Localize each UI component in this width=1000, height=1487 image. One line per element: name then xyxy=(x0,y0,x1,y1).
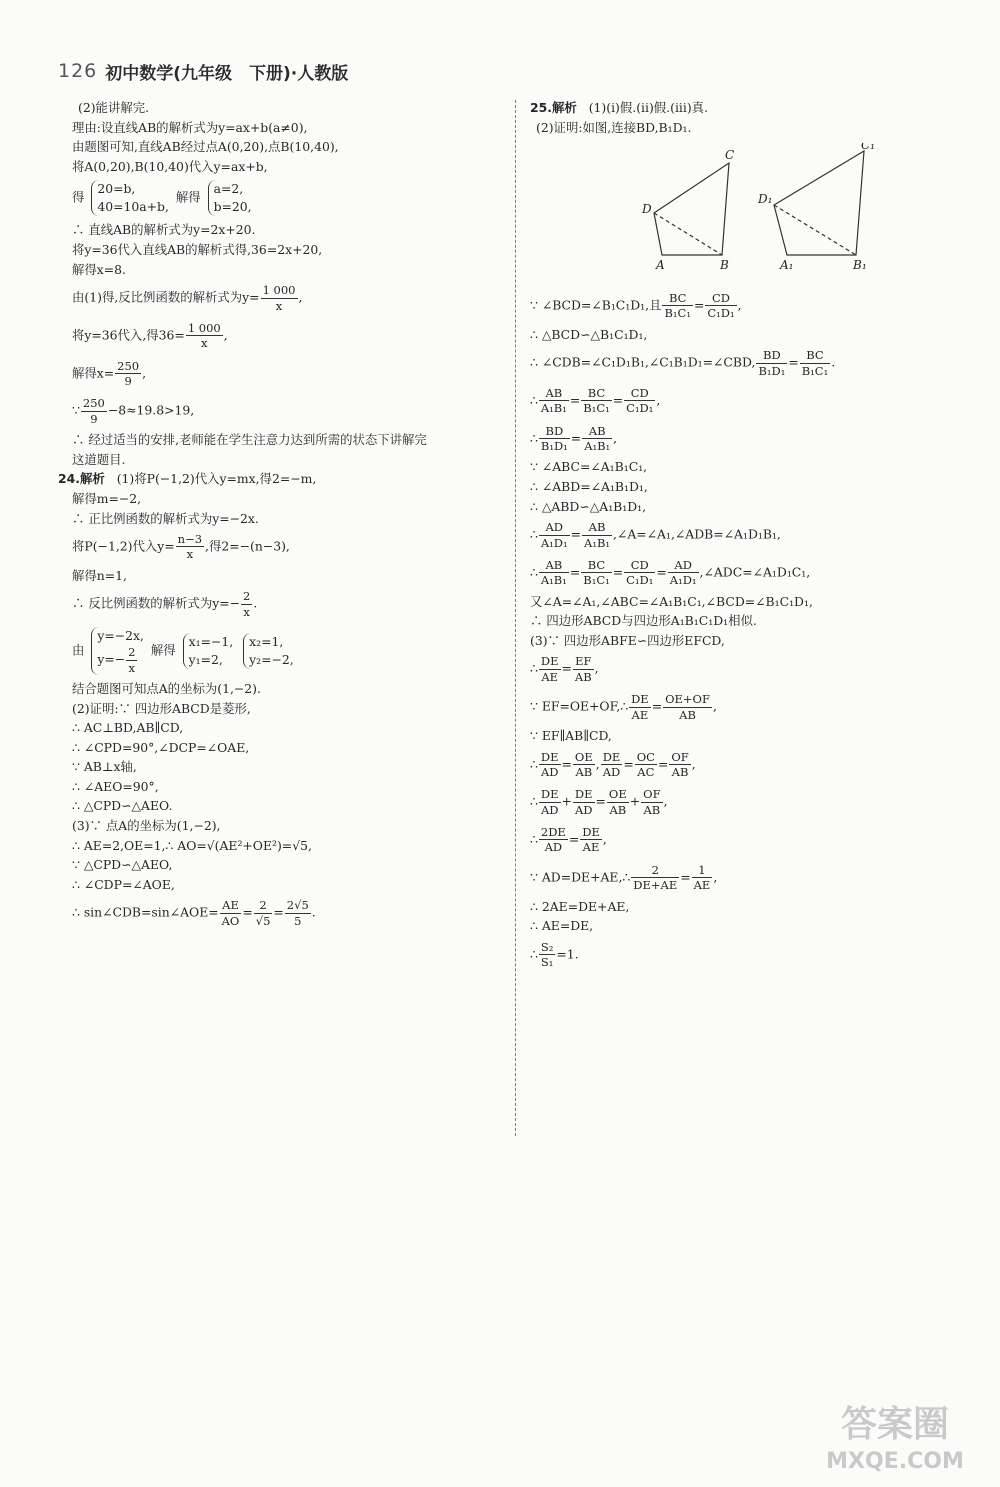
question-label: 25.解析 xyxy=(530,100,577,115)
text-line: ∴ 正比例函数的解析式为y=−2x. xyxy=(72,510,259,526)
text-line: ∵ ∠ABC=∠A₁B₁C₁, xyxy=(530,459,648,475)
fraction-line: ∵ $\frac{250}{9}$ −8≈19.8>19, xyxy=(72,396,195,426)
fraction-line: 由(1)得,反比例函数的解析式为y= $\frac{1 000}{x}$ , xyxy=(72,283,303,313)
fraction: $\frac{2}{x}$ xyxy=(243,589,251,619)
text-line: 解得n=1, xyxy=(72,567,127,583)
label-d: D xyxy=(642,202,652,217)
question-25: 25.解析 (1)(i)假.(ii)假.(iii)真. xyxy=(530,100,709,115)
column-divider xyxy=(515,100,516,1136)
text-line: 将y=36代入直线AB的解析式得,36=2x+20, xyxy=(72,241,323,257)
fraction: $\frac{1 000}{x}$ xyxy=(262,283,296,313)
quadrilateral-a1b1c1d1 xyxy=(774,151,864,255)
label-c1: C₁ xyxy=(861,143,875,153)
book-title: 初中数学(九年级 下册)·人教版 xyxy=(105,63,349,84)
text-line: ∴ △BCD∽△B₁C₁D₁, xyxy=(530,326,648,342)
equation-system: y=−2x, y=− $\frac{2}{x}$ xyxy=(91,627,144,675)
similar-quadrilaterals-figure xyxy=(634,143,934,273)
equation-system-line: 由 y=−2x, y=− $\frac{2}{x}$ 解得 x₁=−1, y₁=2, x₂=1, y₂=−2, xyxy=(72,628,294,675)
fraction-line: ∴ 反比例函数的解析式为y=− $\frac{2}{x}$ . xyxy=(72,589,258,619)
label-a: A xyxy=(656,258,665,273)
text-line: ∵ AB⊥x轴, xyxy=(72,759,137,775)
question-label: 24.解析 xyxy=(58,471,105,487)
fraction-line: ∵ EF=OE+OF,∴ $\frac{DE}{AE}$ = $\frac{OE+OF}{AB}$ , xyxy=(530,692,717,722)
label-d1: D₁ xyxy=(758,192,773,207)
fraction-line: ∴ $\frac{AB}{\text{A₁B₁}}$ = $\frac{BC}{\text{B₁C₁}}$ = $\frac{CD}{\text{C₁D₁}}$ = $\frac{AD}{\text{A₁D₁}}$ ,∠ADC=∠A₁D₁C₁, xyxy=(530,557,811,588)
page-number: 126 xyxy=(58,60,98,82)
page-header xyxy=(58,56,348,86)
text-line: ∴ AE=2,OE=1,∴ AO=√(AE²+OE²)=√5, xyxy=(72,837,312,853)
text-line: 由题图可知,直线AB经过点A(0,20),点B(10,40), xyxy=(72,139,339,155)
text-line: (2)证明:如图,连接BD,B₁D₁. xyxy=(536,119,692,135)
text-line: 解得m=−2, xyxy=(72,490,142,506)
fraction-line: ∴ $\frac{AD}{\text{A₁D₁}}$ = $\frac{AB}{\text{A₁B₁}}$ ,∠A=∠A₁,∠ADB=∠A₁D₁B₁, xyxy=(530,520,781,550)
text-line: 又∠A=∠A₁,∠ABC=∠A₁B₁C₁,∠BCD=∠B₁C₁D₁, xyxy=(530,593,813,609)
text-line: ∴ ∠CPD=90°,∠DCP=∠OAE, xyxy=(72,739,250,755)
text-line: ∴ △ABD∽△A₁B₁D₁, xyxy=(530,498,647,514)
text-line: ∴ AC⊥BD,AB∥CD, xyxy=(72,720,184,736)
fraction-line: ∴ $\frac{AB}{\text{A₁B₁}}$ = $\frac{BC}{\text{B₁C₁}}$ = $\frac{CD}{\text{C₁D₁}}$ , xyxy=(530,385,661,416)
fraction-line: ∴ $\frac{2DE}{AD}$ = $\frac{DE}{AE}$ , xyxy=(530,825,607,855)
question-24: 24.解析 (1)将P(−1,2)代入y=mx,得2=−m, xyxy=(58,471,317,487)
fraction-line: ∵ AD=DE+AE,∴ $\frac{2}{DE+AE}$ = $\frac{1}{AE}$ , xyxy=(530,862,718,893)
watermark-logo xyxy=(800,1396,990,1476)
right-column xyxy=(530,98,940,973)
text-line: ∵ EF∥AB∥CD, xyxy=(530,727,612,743)
fraction-line: ∴ $\frac{\text{S₂}}{\text{S₁}}$ =1. xyxy=(530,939,579,970)
equation-system: x₁=−1, y₁=2, xyxy=(183,633,234,669)
text-line: ∴ △CPD∽△AEO. xyxy=(72,798,173,814)
equation-system-line: 得 20=b, 40=10a+b, 解得 a=2, b=20, xyxy=(72,181,252,215)
text-line: (3)∵ 四边形ABFE∽四边形EFCD, xyxy=(530,632,725,648)
fraction-line: ∴ $\frac{BD}{\text{B₁D₁}}$ = $\frac{AB}{\text{A₁B₁}}$ , xyxy=(530,423,618,453)
fraction-line: 将y=36代入,得36= $\frac{1 000}{x}$ , xyxy=(72,320,228,351)
text-line: 这道题目. xyxy=(72,451,126,467)
equation-system: 20=b, 40=10a+b, xyxy=(91,180,169,216)
text-line: (3)∵ 点A的坐标为(1,−2), xyxy=(72,818,221,834)
watermark-bottom: MXQE.COM xyxy=(826,1449,964,1474)
fraction: $\frac{n-3}{x}$ xyxy=(177,532,203,562)
text-line: ∴ ∠CDP=∠AOE, xyxy=(72,876,175,892)
text-line: ∵ △CPD∽△AEO, xyxy=(72,857,173,873)
fraction: $\frac{1 000}{x}$ xyxy=(187,320,221,351)
fraction-line: ∴ $\frac{DE}{AD}$ + $\frac{DE}{AD}$ = $\frac{OE}{AB}$ + $\frac{OF}{AB}$ , xyxy=(530,787,668,817)
label-c: C xyxy=(725,148,735,163)
text-line: (2)证明:∵ 四边形ABCD是菱形, xyxy=(72,700,251,716)
fraction-line: ∴ $\frac{DE}{AD}$ = $\frac{OE}{AB}$ , $\frac{DE}{AD}$ = $\frac{OC}{AC}$ = $\frac{OF}{AB}$ , xyxy=(530,749,696,779)
left-column xyxy=(58,98,500,932)
text-line: 结合题图可知点A的坐标为(1,−2). xyxy=(72,680,261,696)
text-line: ∴ ∠AEO=90°, xyxy=(72,778,159,794)
fraction: $\frac{250}{9}$ xyxy=(82,396,105,426)
text-line: ∴ 四边形ABCD与四边形A₁B₁C₁D₁相似. xyxy=(530,613,757,629)
fraction-line: ∴ sin∠CDB=sin∠AOE= $\frac{AE}{AO}$ = $\frac{2}{√5}$ = $\frac{2√5}{5}$ . xyxy=(72,898,316,928)
fraction-line: ∴ ∠CDB=∠C₁D₁B₁,∠C₁B₁D₁=∠CBD, $\frac{BD}{\text{B₁D₁}}$ = $\frac{BC}{\text{B₁C₁}}$ . xyxy=(530,348,836,378)
text-line: (2)能讲解完. xyxy=(78,100,150,115)
fraction-line: 将P(−1,2)代入y= $\frac{n-3}{x}$ ,得2=−(n−3), xyxy=(72,532,290,562)
equation-system: x₂=1, y₂=−2, xyxy=(243,633,294,669)
text-line: ∴ AE=DE, xyxy=(530,918,594,934)
text-line: ∴ ∠ABD=∠A₁B₁D₁, xyxy=(530,478,648,494)
text-line: 解得x=8. xyxy=(72,261,126,277)
fraction-line: ∵ ∠BCD=∠B₁C₁D₁,且 $\frac{BC}{\text{B₁C₁}}$ = $\frac{CD}{\text{C₁D₁}}$ , xyxy=(530,290,742,321)
text-line: ∴ 2AE=DE+AE, xyxy=(530,898,630,914)
fraction: $\frac{250}{9}$ xyxy=(117,358,140,388)
label-b1: B₁ xyxy=(853,258,867,273)
label-b: B xyxy=(720,258,729,273)
text-line: 将A(0,20),B(10,40)代入y=ax+b, xyxy=(72,158,268,174)
equation-system: a=2, b=20, xyxy=(208,180,252,216)
fraction-line: 解得x= $\frac{250}{9}$ , xyxy=(72,358,147,388)
label-a1: A₁ xyxy=(780,258,794,273)
watermark-top: 答案圈 xyxy=(840,1404,950,1445)
quadrilateral-abcd xyxy=(654,163,729,255)
fraction-line: ∴ $\frac{DE}{AE}$ = $\frac{EF}{AB}$ , xyxy=(530,654,599,684)
text-line: ∴ 经过适当的安排,老师能在学生注意力达到所需的状态下讲解完 xyxy=(72,432,427,448)
text-line: 理由:设直线AB的解析式为y=ax+b(a≠0), xyxy=(72,119,308,135)
text-line: ∴ 直线AB的解析式为y=2x+20. xyxy=(72,222,256,238)
